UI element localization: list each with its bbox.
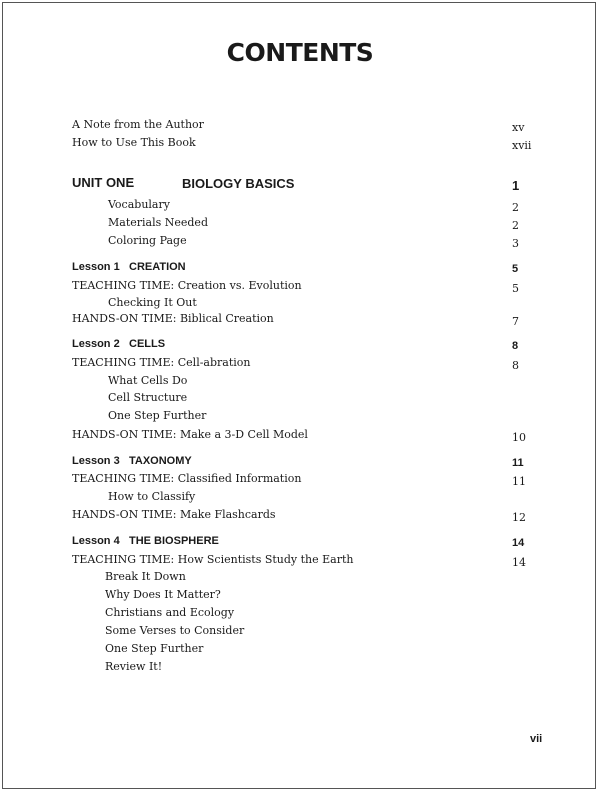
lesson-2-teaching[interactable]: TEACHING TIME: Cell-abration xyxy=(72,356,251,369)
lesson-3-label: Lesson 3 xyxy=(72,455,120,467)
toc-entry-author-note[interactable]: A Note from the Author xyxy=(72,118,204,131)
lesson-3-subitem[interactable]: How to Classify xyxy=(108,490,196,503)
lesson-1-hands-on-page: 7 xyxy=(512,315,519,328)
lesson-3-hands-on-page: 12 xyxy=(512,511,526,524)
toc-entry-vocabulary[interactable]: Vocabulary xyxy=(108,198,170,211)
toc-entry-materials[interactable]: Materials Needed xyxy=(108,216,208,229)
toc-page-author-note: xv xyxy=(512,121,525,134)
lesson-1-label: Lesson 1 xyxy=(72,261,120,273)
lesson-4-page: 14 xyxy=(512,537,525,549)
lesson-2-teaching-page: 8 xyxy=(512,359,519,372)
lesson-2-subitem[interactable]: What Cells Do xyxy=(108,374,188,387)
toc-page-materials: 2 xyxy=(512,219,519,232)
lesson-4-teaching-page: 14 xyxy=(512,556,526,569)
toc-entry-coloring-page[interactable]: Coloring Page xyxy=(108,234,187,247)
lesson-4-subitem[interactable]: Break It Down xyxy=(105,570,186,583)
unit-label: UNIT ONE xyxy=(72,175,135,190)
lesson-2-title[interactable]: CELLS xyxy=(129,338,166,350)
lesson-2-hands-on[interactable]: HANDS-ON TIME: Make a 3-D Cell Model xyxy=(72,428,308,441)
lesson-4-subitem[interactable]: One Step Further xyxy=(105,642,204,655)
lesson-4-label: Lesson 4 xyxy=(72,535,120,547)
lesson-1-title[interactable]: CREATION xyxy=(129,261,186,273)
lesson-2-page: 8 xyxy=(512,340,519,352)
lesson-2-subitem[interactable]: One Step Further xyxy=(108,409,207,422)
lesson-3-page: 11 xyxy=(512,457,524,469)
lesson-1-teaching-page: 5 xyxy=(512,282,519,295)
toc-page-vocabulary: 2 xyxy=(512,201,519,214)
unit-page: 1 xyxy=(512,178,520,193)
lesson-4-subitem[interactable]: Christians and Ecology xyxy=(105,606,235,619)
lesson-4-title[interactable]: THE BIOSPHERE xyxy=(129,535,219,547)
lesson-2-subitem[interactable]: Cell Structure xyxy=(108,391,188,404)
lesson-2-label: Lesson 2 xyxy=(72,338,120,350)
lesson-2-hands-on-page: 10 xyxy=(512,431,526,444)
lesson-1-teaching[interactable]: TEACHING TIME: Creation vs. Evolution xyxy=(72,279,302,292)
toc-entry-how-to-use[interactable]: How to Use This Book xyxy=(72,136,196,149)
page-title: CONTENTS xyxy=(226,38,374,67)
toc-page-how-to-use: xvii xyxy=(512,139,532,152)
lesson-4-subitem[interactable]: Review It! xyxy=(105,660,163,673)
footer-page-number: vii xyxy=(530,733,543,745)
unit-title[interactable]: BIOLOGY BASICS xyxy=(182,176,295,191)
lesson-1-hands-on[interactable]: HANDS-ON TIME: Biblical Creation xyxy=(72,312,274,325)
lesson-4-subitem[interactable]: Why Does It Matter? xyxy=(105,588,221,601)
lesson-3-teaching[interactable]: TEACHING TIME: Classified Information xyxy=(72,472,302,485)
lesson-3-hands-on[interactable]: HANDS-ON TIME: Make Flashcards xyxy=(72,508,276,521)
lesson-1-page: 5 xyxy=(512,263,519,275)
lesson-4-teaching[interactable]: TEACHING TIME: How Scientists Study the Earth xyxy=(72,553,354,566)
lesson-3-title[interactable]: TAXONOMY xyxy=(129,455,192,467)
lesson-1-subitem[interactable]: Checking It Out xyxy=(108,296,197,309)
lesson-4-subitem[interactable]: Some Verses to Consider xyxy=(105,624,245,637)
toc-page-coloring-page: 3 xyxy=(512,237,519,250)
lesson-3-teaching-page: 11 xyxy=(512,475,526,488)
